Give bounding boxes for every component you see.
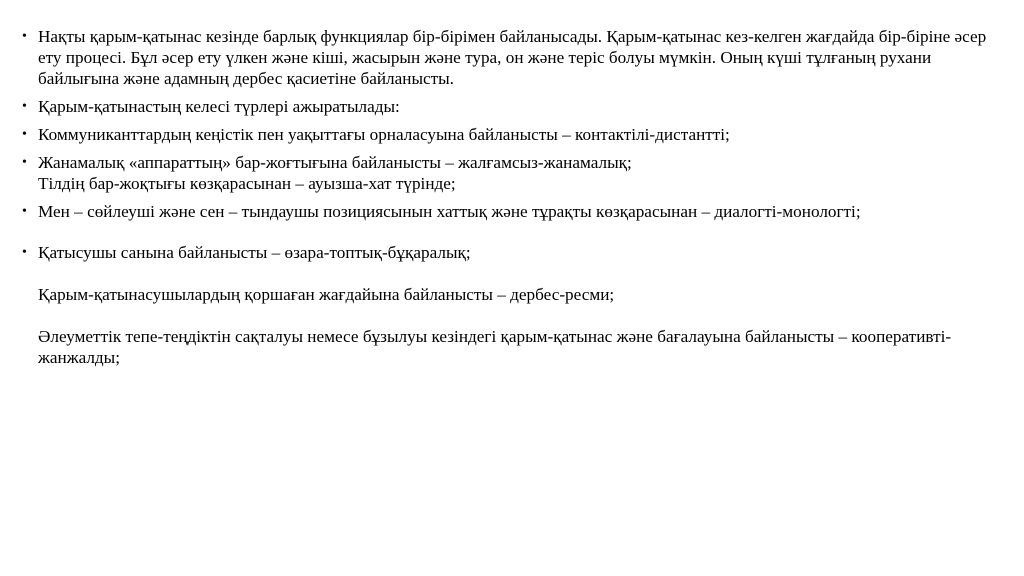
bullet-text-continued: Тілдің бар-жоқтығы көзқарасынан – ауызша-хат түрінде; (38, 174, 456, 193)
bullet-dot-icon: • (22, 155, 27, 170)
bullet-dot-icon: • (22, 29, 27, 44)
bullet-text: Нақты қарым-қатынас кезінде барлық функциялар бір-бірімен байланысады. Қарым-қатынас кез-келген жағдайда бір-біріне әсер ету процесі. Бұл әсер ету үлкен және кіші, жасырын және тура, он және теріс болуы мүмкін. Оның күші тұлғаның рухани байлығына және адамның дербес қасиетіне байланысты. (38, 27, 987, 88)
bullet-item-2 (20, 96, 1005, 117)
bullet-dot-icon: • (22, 245, 27, 260)
bullet-item-1 (20, 26, 1005, 89)
bullet-text: Коммуниканттардың кеңістік пен уақыттағы орналасуына байланысты – контактілі-дистантті; (38, 125, 730, 144)
bullet-text-paragraph-2: Қарым-қатынасушылардың қоршаған жағдайына байланысты – дербес-ресми; (38, 285, 615, 304)
bullet-dot-icon: • (22, 204, 27, 219)
bullet-text: Қарым-қатынастың келесі түрлері ажыратылады: (38, 97, 400, 116)
bullet-list (20, 26, 1005, 375)
bullet-item-5 (20, 201, 1005, 222)
bullet-text: Қатысушы санына байланысты – өзара-топтық-бұқаралық; (38, 243, 471, 262)
bullet-text-paragraph-3: Әлеуметтік тепе-теңдіктін сақталуы немесе бұзылуы кезіндегі қарым-қатынас және бағалауына байланысты – кооперативті-жанжалды; (38, 327, 952, 367)
bullet-item-3 (20, 124, 1005, 145)
bullet-item-6 (20, 242, 1005, 368)
bullet-dot-icon: • (22, 99, 27, 114)
bullet-text: Мен – сөйлеуші және сен – тындаушы позициясынын хаттық және тұрақты көзқарасынан – диалогті-монологті; (38, 202, 861, 221)
bullet-text: Жанамалық «аппараттың» бар-жоғтығына байланысты – жалғамсыз-жанамалық; (38, 153, 632, 172)
bullet-item-4 (20, 152, 1005, 194)
bullet-dot-icon: • (22, 127, 27, 142)
